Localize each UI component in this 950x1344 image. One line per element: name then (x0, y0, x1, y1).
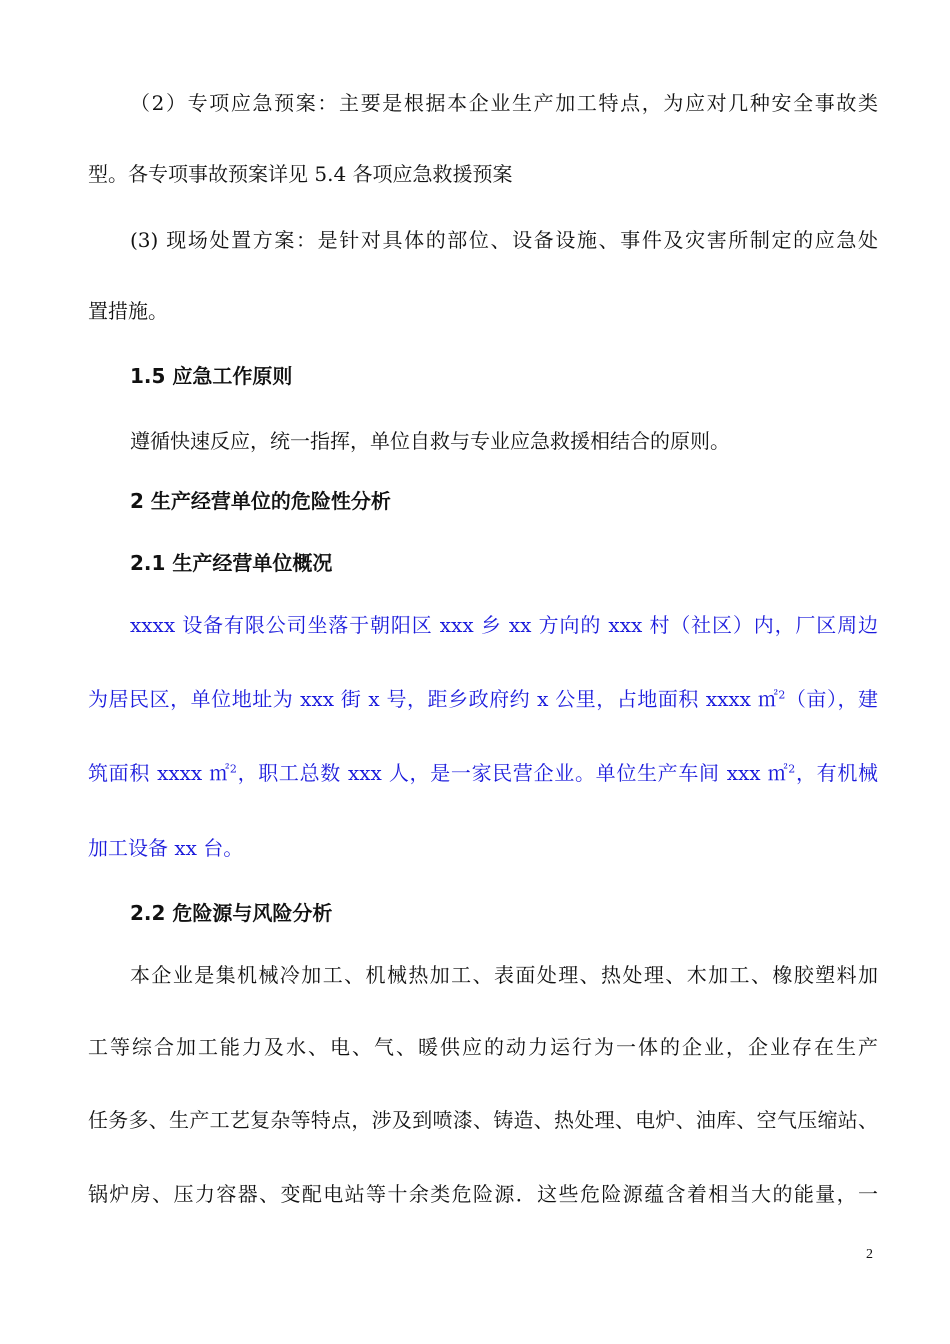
superscript: 2 (778, 688, 786, 702)
overview-text: 筑面积 xxxx ㎡ (88, 761, 230, 785)
section-heading-2-2: 2.2 危险源与风险分析 (130, 901, 333, 925)
superscript: 2 (788, 762, 796, 776)
section-heading-1-5: 1.5 应急工作原则 (130, 364, 293, 388)
paragraph-line: (3) 现场处置方案：是针对具体的部位、设备设施、事件及灾害所制定的应急处 (130, 228, 878, 252)
paragraph-line: 型。各专项事故预案详见 5.4 各项应急救援预案 (88, 162, 513, 186)
overview-text: ，有机械 (795, 761, 879, 785)
overview-text: （亩），建 (785, 687, 879, 711)
paragraph-line: 本企业是集机械冷加工、机械热加工、表面处理、热处理、木加工、橡胶塑料加 (130, 963, 878, 987)
paragraph-line: 锅炉房、压力容器、变配电站等十余类危险源．这些危险源蕴含着相当大的能量，一 (88, 1182, 878, 1206)
paragraph-line: 任务多、生产工艺复杂等特点，涉及到喷漆、铸造、热处理、电炉、油库、空气压缩站、 (88, 1108, 878, 1132)
company-overview-line (88, 685, 878, 713)
overview-text: 为居民区，单位地址为 xxx 街 x 号，距乡政府约 x 公里，占地面积 xxxx ㎡ (88, 687, 779, 711)
company-overview-line: 加工设备 xx 台。 (88, 836, 244, 860)
company-overview-line (88, 759, 878, 787)
paragraph-line: 工等综合加工能力及水、电、气、暖供应的动力运行为一体的企业，企业存在生产 (88, 1035, 878, 1059)
page-number: 2 (866, 1247, 873, 1262)
overview-text: ，职工总数 xxx 人，是一家民营企业。单位生产车间 xxx ㎡ (236, 761, 789, 785)
section-heading-2: 2 生产经营单位的危险性分析 (130, 489, 391, 513)
superscript: 2 (229, 762, 237, 776)
section-heading-2-1: 2.1 生产经营单位概况 (130, 551, 333, 575)
paragraph-line: 置措施。 (88, 299, 168, 323)
company-overview-line: xxxx 设备有限公司坐落于朝阳区 xxx 乡 xx 方向的 xxx 村（社区）内，厂区周边 (130, 613, 878, 637)
paragraph-line: 遵循快速反应，统一指挥，单位自救与专业应急救援相结合的原则。 (130, 429, 730, 453)
paragraph-line: （2）专项应急预案：主要是根据本企业生产加工特点，为应对几种安全事故类 (130, 91, 878, 115)
